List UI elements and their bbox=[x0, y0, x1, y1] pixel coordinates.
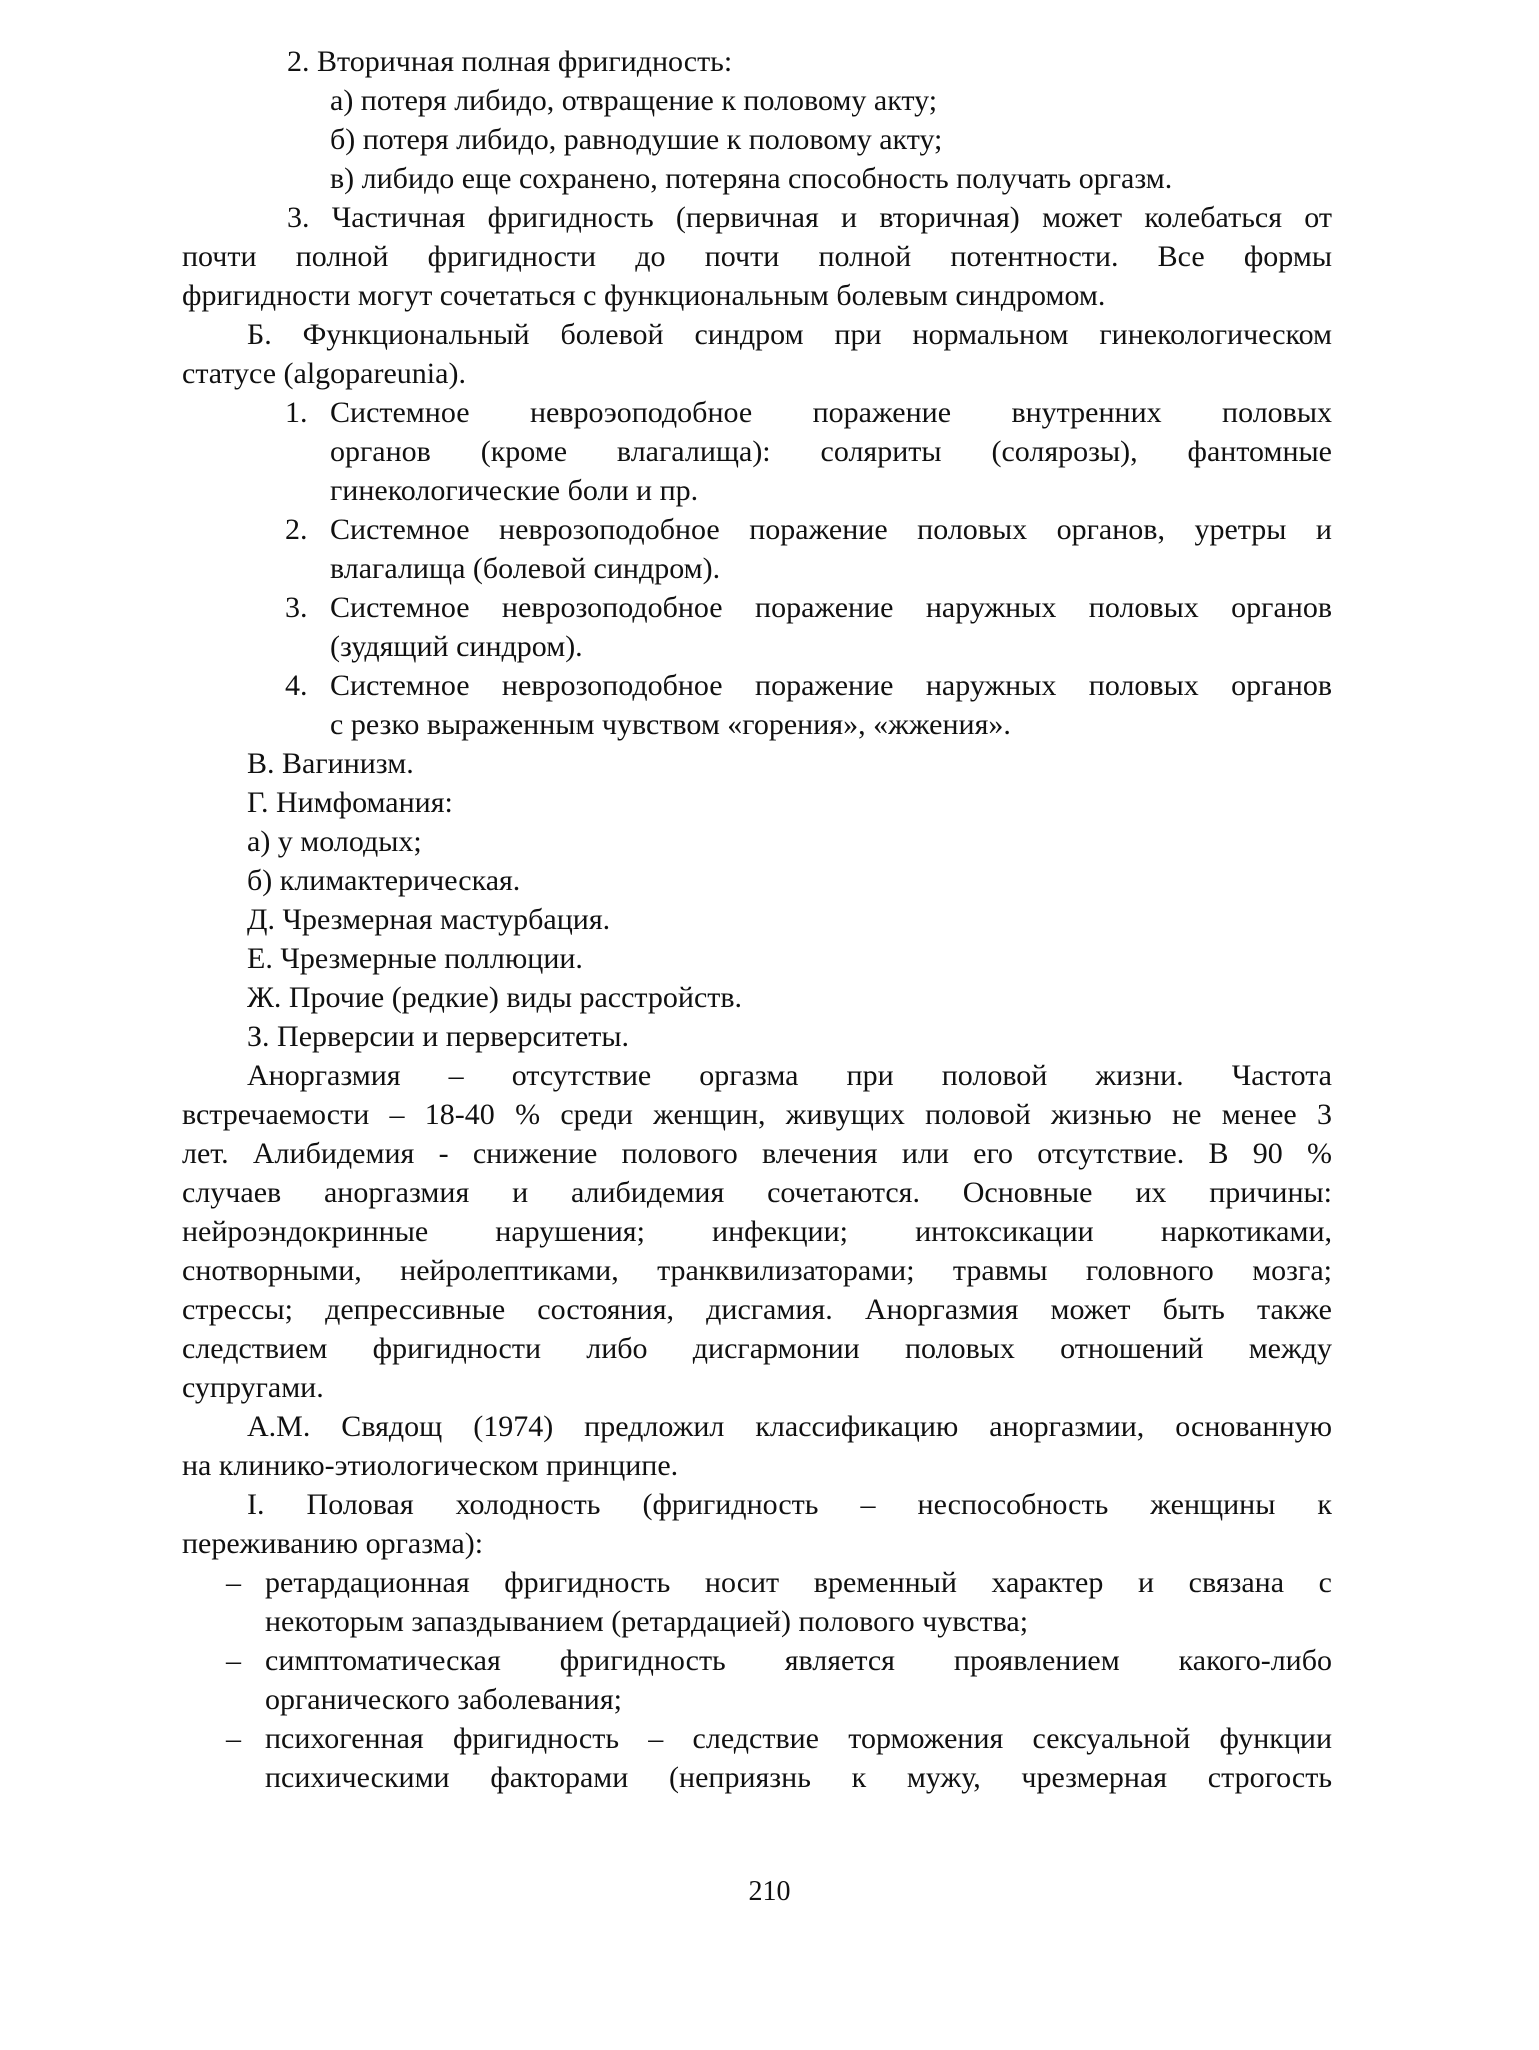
text-line: Е. Чрезмерные поллюции. bbox=[247, 942, 583, 975]
text-line: органов (кроме влагалища): соляриты (солярозы), фантомные bbox=[330, 435, 1332, 468]
text-line: следствием фригидности либо дисгармонии половых отношений между bbox=[182, 1332, 1332, 1365]
dash-list-item bbox=[182, 1641, 1332, 1719]
dash-marker: – bbox=[226, 1644, 241, 1677]
item-number: 1. bbox=[285, 396, 308, 429]
text-line: супругами. bbox=[182, 1371, 324, 1404]
text-line: I. Половая холодность (фригидность – неспособность женщины к bbox=[247, 1488, 1332, 1521]
text-line: фригидности могут сочетаться с функциональным болевым синдромом. bbox=[182, 279, 1106, 312]
text-line: психогенная фригидность – следствие торможения сексуальной функции bbox=[265, 1722, 1332, 1755]
text-line: встречаемости – 18-40 % среди женщин, живущих половой жизнью не менее 3 bbox=[182, 1098, 1332, 1131]
paragraph bbox=[182, 1407, 1332, 1485]
text-line: Б. Функциональный болевой синдром при нормальном гинекологическом bbox=[247, 318, 1332, 351]
paragraph bbox=[182, 315, 1332, 393]
dash-marker: – bbox=[226, 1566, 241, 1599]
text-line: с резко выраженным чувством «горения», «жжения». bbox=[330, 708, 1011, 741]
page-number: 210 bbox=[748, 1876, 791, 1907]
text-line: Системное неврозоподобное поражение половых органов, уретры и bbox=[330, 513, 1332, 546]
dash-marker: – bbox=[226, 1722, 241, 1755]
text-line: влагалища (болевой синдром). bbox=[330, 552, 721, 585]
text-line: а) потеря либидо, отвращение к половому акту; bbox=[330, 84, 938, 117]
text-line: Системное невроэоподобное поражение внутренних половых bbox=[330, 396, 1332, 429]
text-line: лет. Алибидемия - снижение полового влечения или его отсутствие. В 90 % bbox=[182, 1137, 1332, 1170]
text-line: переживанию оргазма): bbox=[182, 1527, 484, 1560]
text-line: органического заболевания; bbox=[265, 1683, 622, 1716]
text-line: на клинико-этиологическом принципе. bbox=[182, 1449, 679, 1482]
text-line: (зудящий синдром). bbox=[330, 630, 583, 663]
item-number: 4. bbox=[285, 669, 308, 702]
paragraph bbox=[182, 1485, 1332, 1563]
dash-list-item bbox=[182, 1563, 1332, 1641]
text-line: А.М. Свядощ (1974) предложил классификацию аноргазмии, основанную bbox=[247, 1410, 1332, 1443]
page-body bbox=[182, 42, 1332, 1797]
text-line: ретардационная фригидность носит временный характер и связана с bbox=[265, 1566, 1332, 1599]
text-line: б) потеря либидо, равнодушие к половому акту; bbox=[330, 123, 943, 156]
text-line: В. Вагинизм. bbox=[247, 747, 414, 780]
text-line: психическими факторами (неприязнь к мужу, чрезмерная строгость bbox=[265, 1761, 1332, 1794]
numbered-item bbox=[182, 510, 1332, 588]
numbered-item bbox=[182, 666, 1332, 744]
text-line: случаев аноргазмия и алибидемия сочетаются. Основные их причины: bbox=[182, 1176, 1332, 1209]
paragraph bbox=[182, 198, 1332, 315]
item-number: 2. bbox=[285, 513, 308, 546]
text-line: 2. Вторичная полная фригидность: bbox=[287, 45, 733, 78]
text-line: стрессы; депрессивные состояния, дисгамия. Аноргазмия может быть также bbox=[182, 1293, 1332, 1326]
text-line: 3. Частичная фригидность (первичная и вторичная) может колебаться от bbox=[287, 201, 1332, 234]
text-line: почти полной фригидности до почти полной потентности. Все формы bbox=[182, 240, 1332, 273]
paragraph bbox=[182, 1056, 1332, 1407]
text-line: статусе (algopareunia). bbox=[182, 357, 466, 390]
text-line: Д. Чрезмерная мастурбация. bbox=[247, 903, 611, 936]
text-line: З. Перверсии и перверситеты. bbox=[247, 1020, 630, 1053]
numbered-item bbox=[182, 393, 1332, 510]
text-line: снотворными, нейролептиками, транквилизаторами; травмы головного мозга; bbox=[182, 1254, 1332, 1287]
text-line: нейроэндокринные нарушения; инфекции; интоксикации наркотиками, bbox=[182, 1215, 1332, 1248]
text-line: Аноргазмия – отсутствие оргазма при половой жизни. Частота bbox=[247, 1059, 1332, 1092]
text-line: симптоматическая фригидность является проявлением какого-либо bbox=[265, 1644, 1332, 1677]
text-line: б) климактерическая. bbox=[247, 864, 521, 897]
text-line: в) либидо еще сохранено, потеряна способность получать оргазм. bbox=[330, 162, 1173, 195]
text-line: Г. Нимфомания: bbox=[247, 786, 453, 819]
text-line: гинекологические боли и пр. bbox=[330, 474, 699, 507]
text-line: Ж. Прочие (редкие) виды расстройств. bbox=[247, 981, 743, 1014]
text-line: Системное неврозоподобное поражение наружных половых органов bbox=[330, 591, 1332, 624]
numbered-item bbox=[182, 588, 1332, 666]
text-line: некоторым запаздыванием (ретардацией) полового чувства; bbox=[265, 1605, 1029, 1638]
text-line: Системное неврозоподобное поражение наружных половых органов bbox=[330, 669, 1332, 702]
text-line: а) у молодых; bbox=[247, 825, 422, 858]
item-number: 3. bbox=[285, 591, 308, 624]
dash-list-item bbox=[182, 1719, 1332, 1797]
